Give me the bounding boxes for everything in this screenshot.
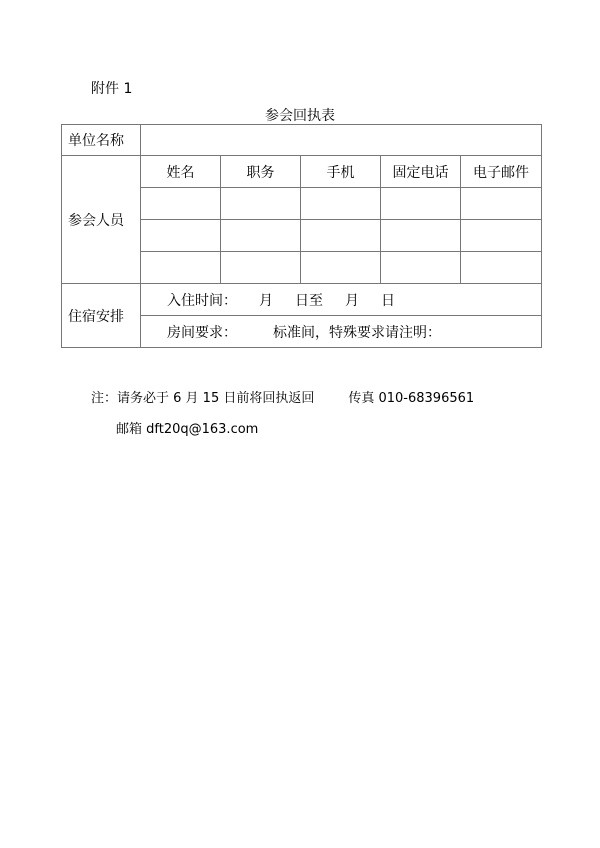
checkin-month-start: 月: [259, 292, 273, 309]
room-requirement-field[interactable]: [141, 316, 542, 348]
attendee-cell[interactable]: [461, 252, 542, 284]
note-text: 注：请务必于 6 月 15 日前将回执返回: [91, 391, 315, 406]
attendee-cell[interactable]: [301, 188, 381, 220]
column-header: 职务: [221, 156, 301, 188]
reply-form-table: [61, 124, 542, 348]
attendees-label: 参会人员: [62, 156, 141, 284]
checkin-day-to: 日至: [295, 292, 323, 309]
room-options: 标准间，特殊要求请注明：: [273, 324, 441, 341]
attachment-label: 附件 1: [91, 81, 133, 97]
checkin-time-field[interactable]: [141, 284, 542, 316]
attendee-cell[interactable]: [221, 220, 301, 252]
checkin-month-end: 月: [345, 292, 359, 309]
fax-number: 传真 010-68396561: [348, 391, 475, 406]
attendee-cell[interactable]: [141, 220, 221, 252]
column-header: 手机: [301, 156, 381, 188]
note-line: [91, 387, 474, 406]
column-header: 姓名: [141, 156, 221, 188]
attendee-cell[interactable]: [141, 252, 221, 284]
attendee-cell[interactable]: [141, 188, 221, 220]
room-label: 房间要求：: [167, 324, 237, 341]
checkin-day-end: 日: [381, 292, 395, 309]
attendee-cell[interactable]: [381, 252, 461, 284]
checkin-label: 入住时间：: [167, 292, 237, 309]
attendee-cell[interactable]: [461, 188, 542, 220]
unit-name-label: 单位名称: [62, 125, 141, 156]
lodging-label: 住宿安排: [62, 284, 141, 348]
attendee-cell[interactable]: [461, 220, 542, 252]
unit-name-field[interactable]: [141, 125, 542, 156]
attendee-cell[interactable]: [301, 220, 381, 252]
column-header: 固定电话: [381, 156, 461, 188]
attendee-cell[interactable]: [221, 252, 301, 284]
email-line: 邮箱 dft20q@163.com: [116, 422, 259, 437]
form-title: 参会回执表: [265, 108, 335, 124]
attendee-cell[interactable]: [381, 220, 461, 252]
attendee-cell[interactable]: [221, 188, 301, 220]
column-header: 电子邮件: [461, 156, 542, 188]
attendee-cell[interactable]: [381, 188, 461, 220]
attendee-cell[interactable]: [301, 252, 381, 284]
